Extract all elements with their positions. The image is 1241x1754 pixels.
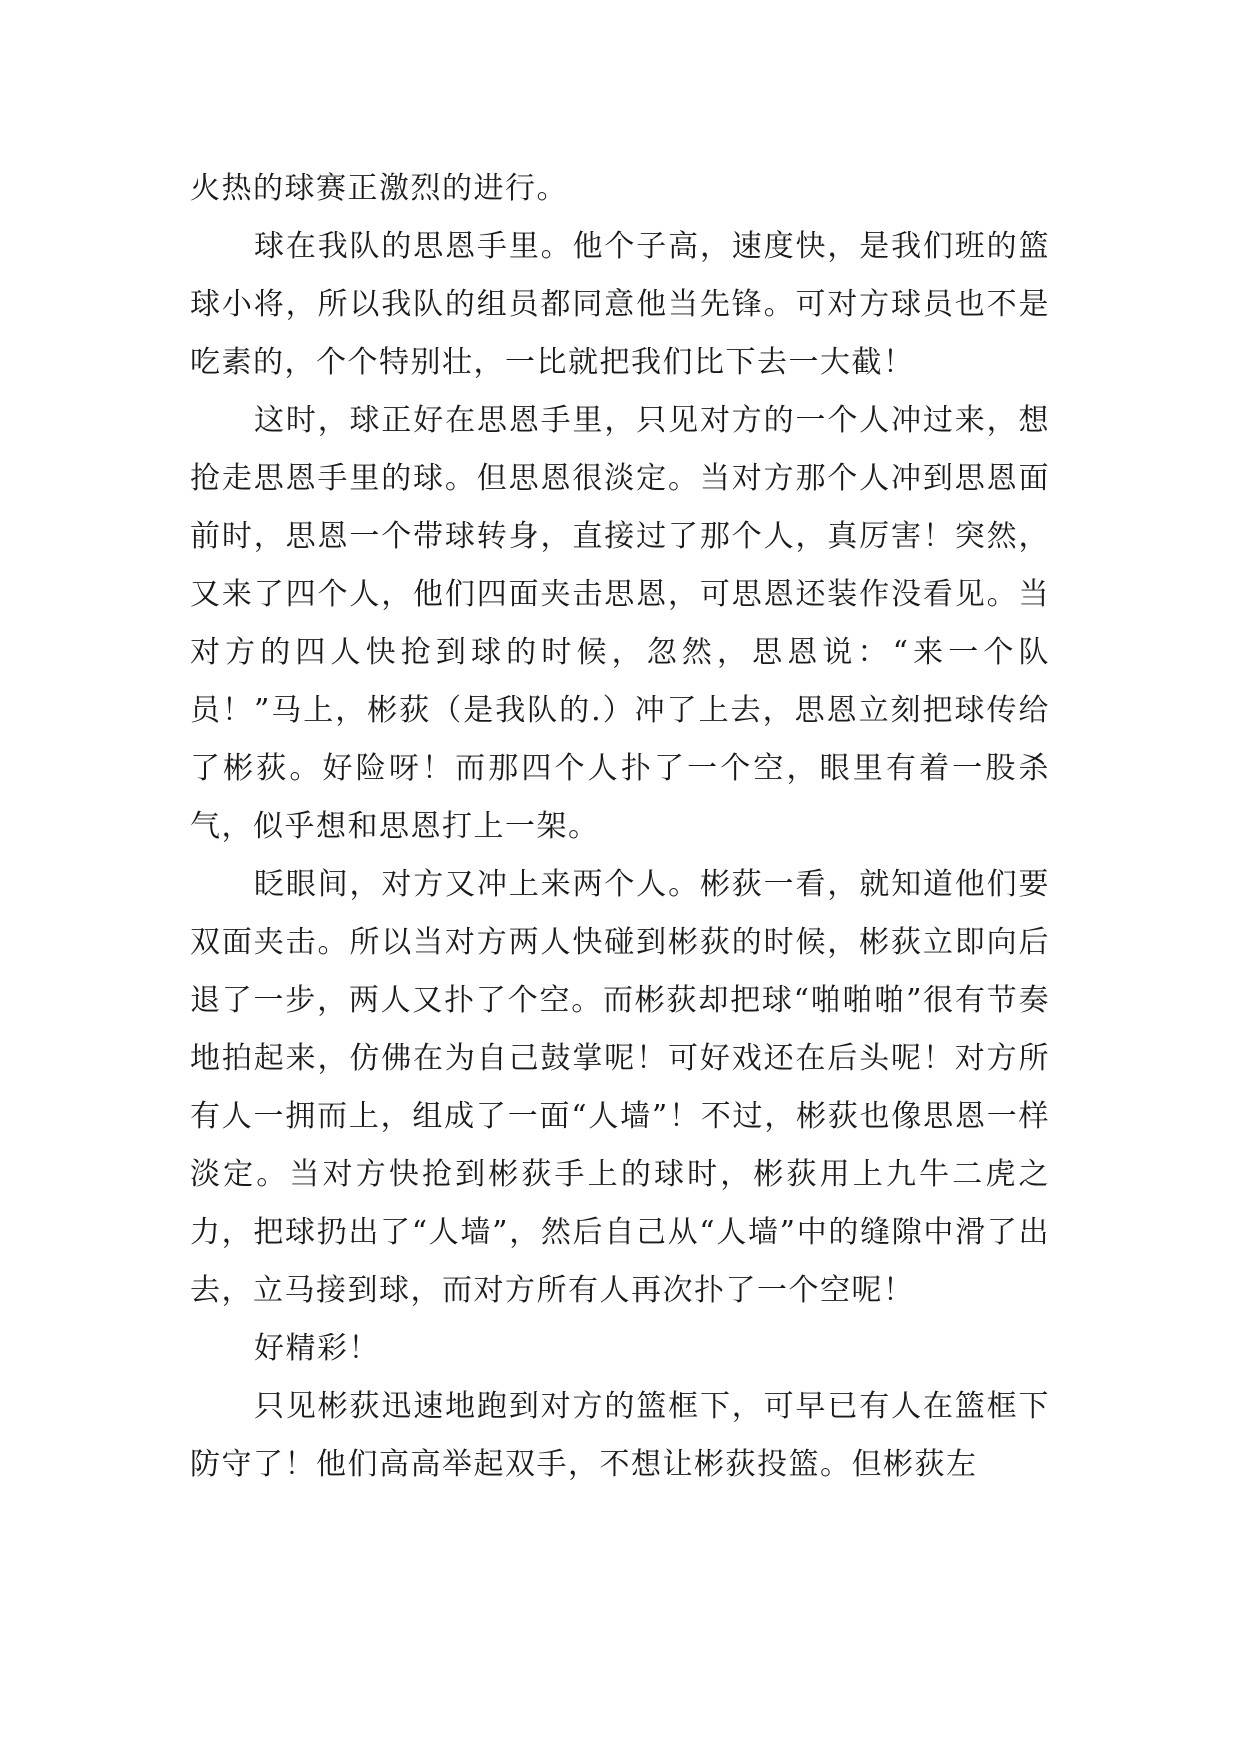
paragraph-1: 火热的球赛正激烈的进行。 bbox=[190, 171, 568, 206]
paragraph-4: 眨眼间，对方又冲上来两个人。彬荻一看，就知道他们要双面夹击。所以当对方两人快碰到彬荻的时候，彬荻立即向后退了一步，两人又扑了个空。而彬荻却把球“啪啪啪”很有节奏地拍起来，仿佛在为自己鼓掌呢！可好戏还在后头呢！对方所有人一拥而上，组成了一面“人墙”！不过，彬荻也像思恩一样淡定。当对方快抢到彬荻手上的球时，彬荻用上九牛二虎之力，把球扔出了“人墙”，然后自己从“人墙”中的缝隙中滑了出去，立马接到球，而对方所有人再次扑了一个空呢！ bbox=[190, 867, 1050, 1308]
paragraph-2: 球在我队的思恩手里。他个子高，速度快，是我们班的篮球小将，所以我队的组员都同意他当先锋。可对方球员也不是吃素的，个个特别壮，一比就把我们比下去一大截！ bbox=[190, 229, 1050, 380]
paragraph-5: 好精彩！ bbox=[254, 1331, 380, 1366]
paragraph-3: 这时，球正好在思恩手里，只见对方的一个人冲过来，想抢走思恩手里的球。但思恩很淡定。当对方那个人冲到思恩面前时，思恩一个带球转身，直接过了那个人，真厉害！突然，又来了四个人，他们四面夹击思恩，可思恩还装作没看见。当对方的四人快抢到球的时候，忽然，思恩说：“来一个队员！”马上，彬荻（是我队的.）冲了上去，思恩立刻把球传给了彬荻。好险呀！而那四个人扑了一个空，眼里有着一股杀气，似乎想和思恩打上一架。 bbox=[190, 403, 1050, 844]
document-body bbox=[190, 160, 1050, 1494]
paragraph-6: 只见彬荻迅速地跑到对方的篮框下，可早已有人在篮框下防守了！他们高高举起双手，不想让彬荻投篮。但彬荻左 bbox=[190, 1389, 1050, 1482]
